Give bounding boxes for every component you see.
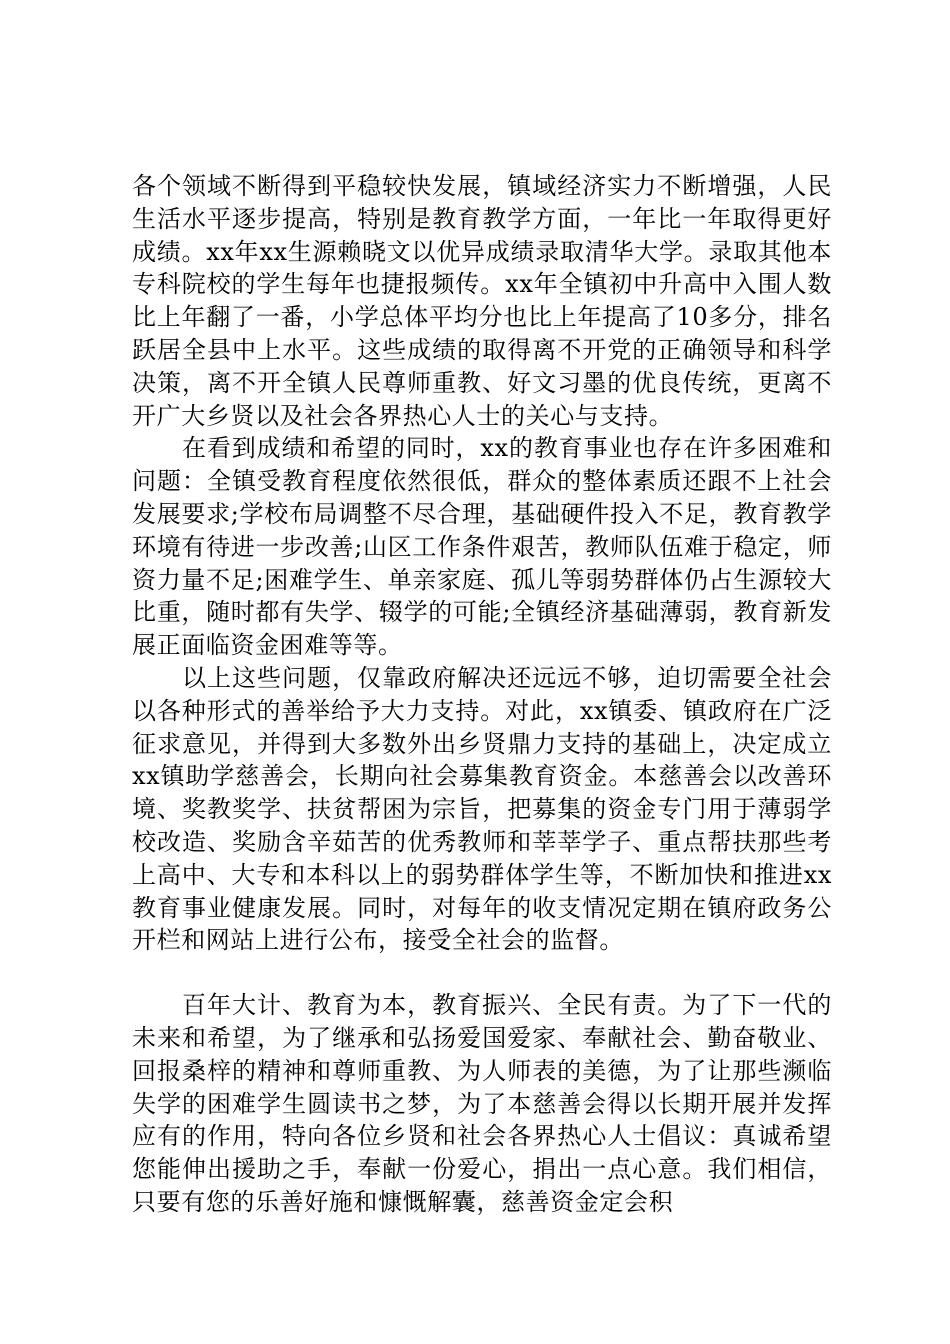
paragraph-gap [132, 957, 832, 989]
document-body [132, 170, 832, 1219]
paragraph-4: 百年大计、教育为本，教育振兴、全民有责。为了下一代的未来和希望，为了继承和弘扬爱国爱家、奉献社会、勤奋敬业、回报桑梓的精神和尊师重教、为人师表的美德，为了让那些濒临失学的困难学生圆读书之梦，为了本慈善会得以长期开展并发挥应有的作用，特向各位乡贤和社会各界热心人士倡议：真诚希望您能伸出援助之手，奉献一份爱心，捐出一点心意。我们相信，只要有您的乐善好施和慷慨解囊，慈善资金定会积 [132, 991, 832, 1216]
paragraph-1: 各个领域不断得到平稳较快发展，镇域经济实力不断增强，人民生活水平逐步提高，特别是教育教学方面，一年比一年取得更好成绩。xx年xx生源赖晓文以优异成绩录取清华大学。录取其他本专科院校的学生每年也捷报频传。xx年全镇初中升高中入围人数比上年翻了一番，小学总体平均分也比上年提高了10多分，排名跃居全县中上水平。这些成绩的取得离不开党的正确领导和科学决策，离不开全镇人民尊师重教、好文习墨的优良传统，更离不开广大乡贤以及社会各界热心人士的关心与支持。 [132, 172, 832, 430]
paragraph-2: 在看到成绩和希望的同时，xx的教育事业也存在许多困难和问题：全镇受教育程度依然很低，群众的整体素质还跟不上社会发展要求;学校布局调整不尽合理，基础硬件投入不足，教育教学环境有待进一步改善;山区工作条件艰苦，教师队伍难于稳定，师资力量不足;困难学生、单亲家庭、孤儿等弱势群体仍占生源较大比重，随时都有失学、辍学的可能;全镇经济基础薄弱，教育新发展正面临资金困难等等。 [132, 434, 832, 660]
paragraph-3: 以上这些问题，仅靠政府解决还远远不够，迫切需要全社会以各种形式的善举给予大力支持。对此，xx镇委、镇政府在广泛征求意见，并得到大多数外出乡贤鼎力支持的基础上，决定成立xx镇助学慈善会，长期向社会募集教育资金。本慈善会以改善环境、奖教奖学、扶贫帮困为宗旨，把募集的资金专门用于薄弱学校改造、奖励含辛茹苦的优秀教师和莘莘学子、重点帮扶那些考上高中、大专和本科以上的弱势群体学生等，不断加快和推进xx教育事业健康发展。同时，对每年的收支情况定期在镇府政务公开栏和网站上进行公布，接受全社会的监督。 [132, 663, 832, 955]
